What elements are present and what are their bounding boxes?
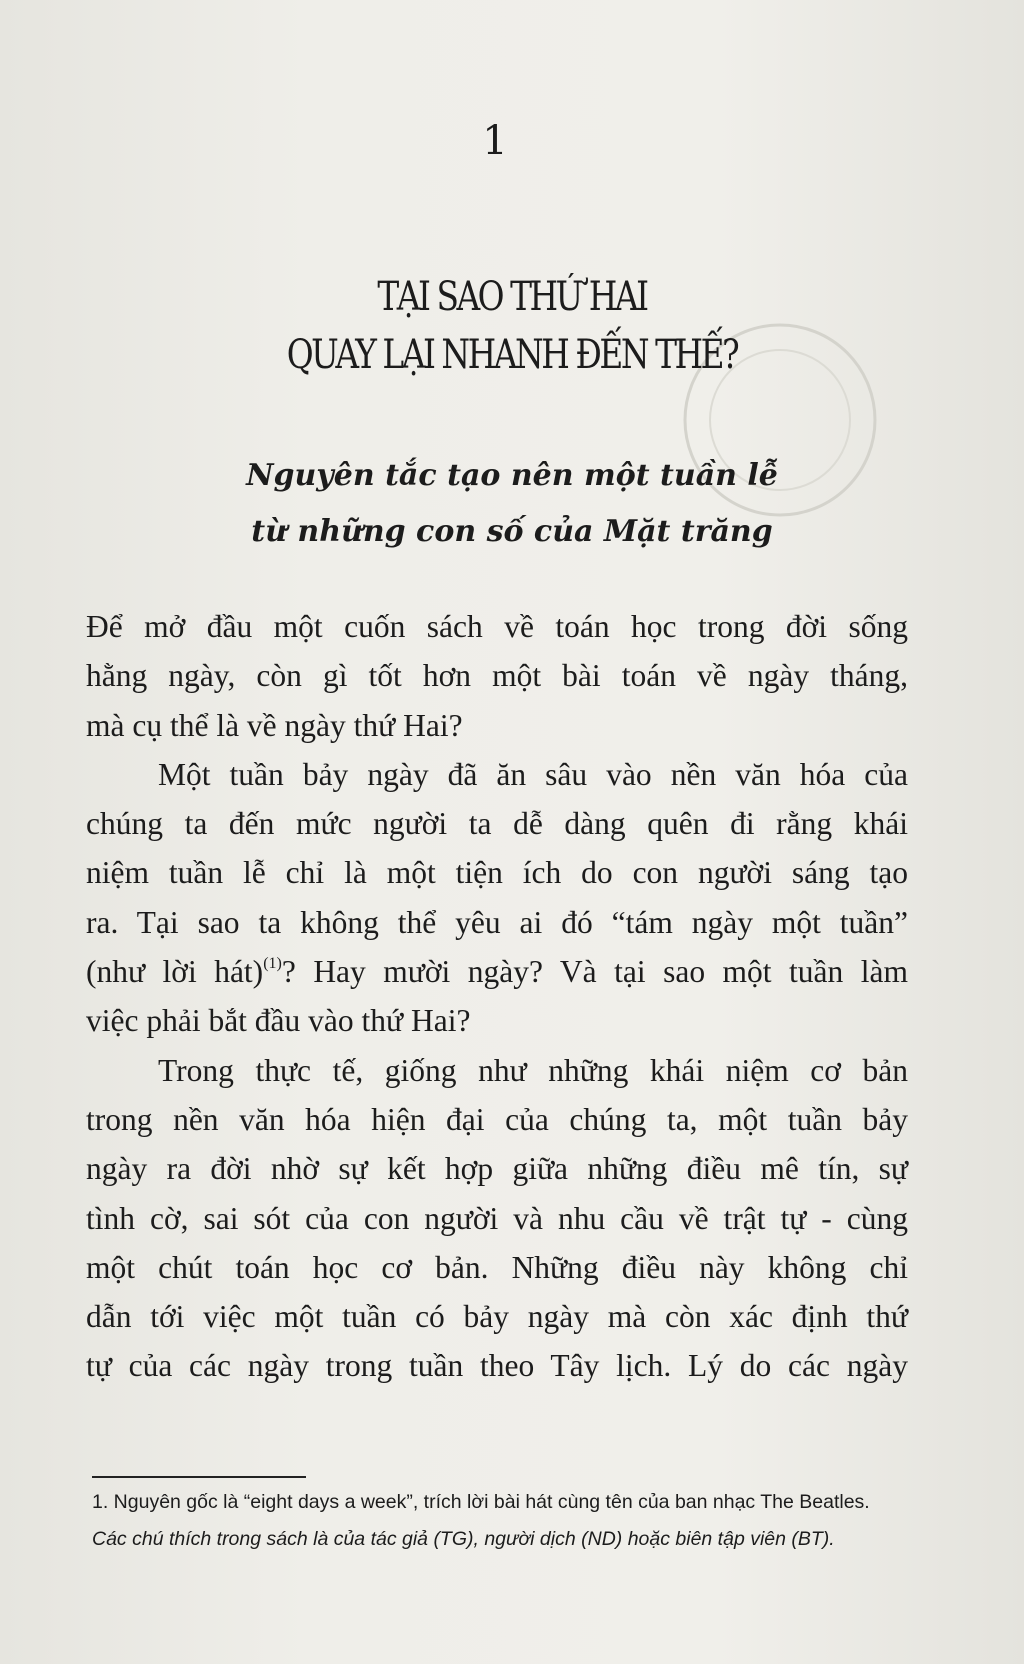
- footnote-1: 1. Nguyên gốc là “eight days a week”, trích lời bài hát cùng tên của ban nhạc The Beatles.: [92, 1491, 870, 1513]
- chapter-subtitle: [200, 448, 824, 560]
- chapter-title-line-1: TẠI SAO THỨ HAI: [377, 274, 647, 320]
- paragraph-3-line: Trong thực tế, giống như những khái niệm cơ bản: [158, 1052, 908, 1088]
- paragraph-2-line: việc phải bắt đầu vào thứ Hai?: [86, 1003, 471, 1039]
- paragraph-3-line: dẫn tới việc một tuần có bảy ngày mà còn xác định thứ: [86, 1299, 908, 1335]
- paragraph-1-line: mà cụ thể là về ngày thứ Hai?: [86, 707, 463, 743]
- chapter-subtitle-line-1: Nguyên tắc tạo nên một tuần lễ: [246, 458, 778, 493]
- chapter-subtitle-line-2: từ những con số của Mặt trăng: [251, 514, 773, 549]
- paragraph-3-line: ngày ra đời nhờ sự kết hợp giữa những điều mê tín, sự: [86, 1151, 908, 1187]
- chapter-number: 1: [482, 118, 508, 164]
- paragraph-1-line: hằng ngày, còn gì tốt hơn một bài toán về ngày tháng,: [86, 658, 908, 694]
- body-text: [86, 602, 908, 1391]
- paragraph-3-line: tự của các ngày trong tuần theo Tây lịch. Lý do các ngày: [86, 1348, 908, 1384]
- chapter-title: [240, 268, 784, 384]
- footnote-divider: [92, 1476, 306, 1478]
- footnotes: [92, 1484, 922, 1558]
- paragraph-2-line: niệm tuần lễ chỉ là một tiện ích do con người sáng tạo: [86, 855, 908, 891]
- footnote-reference[interactable]: (1): [263, 955, 282, 973]
- paragraph-2-text: ? Hay mười ngày? Và tại sao một tuần làm: [281, 954, 909, 990]
- paragraph-1-line: Để mở đầu một cuốn sách về toán học trong đời sống: [86, 609, 908, 644]
- paragraph-3-line: tình cờ, sai sót của con người và nhu cầu về trật tự - cùng: [86, 1200, 908, 1236]
- paragraph-2-line: chúng ta đến mức người ta dễ dàng quên đi rằng khái: [86, 806, 908, 842]
- paragraph-2-line-with-footnote: [86, 947, 908, 996]
- paragraph-2-line: Một tuần bảy ngày đã ăn sâu vào nền văn hóa của: [158, 756, 908, 792]
- paragraph-2-line: ra. Tại sao ta không thể yêu ai đó “tám ngày một tuần”: [86, 904, 908, 940]
- footnote-annotation-note: Các chú thích trong sách là của tác giả (TG), người dịch (ND) hoặc biên tập viên (BT).: [92, 1528, 835, 1550]
- paragraph-3-line: một chút toán học cơ bản. Những điều này không chỉ: [86, 1249, 908, 1285]
- paragraph-3-line: trong nền văn hóa hiện đại của chúng ta, một tuần bảy: [86, 1101, 908, 1137]
- chapter-title-line-2: QUAY LẠI NHANH ĐẾN THẾ?: [286, 332, 738, 378]
- footnote-context-text: (như lời hát): [86, 954, 264, 990]
